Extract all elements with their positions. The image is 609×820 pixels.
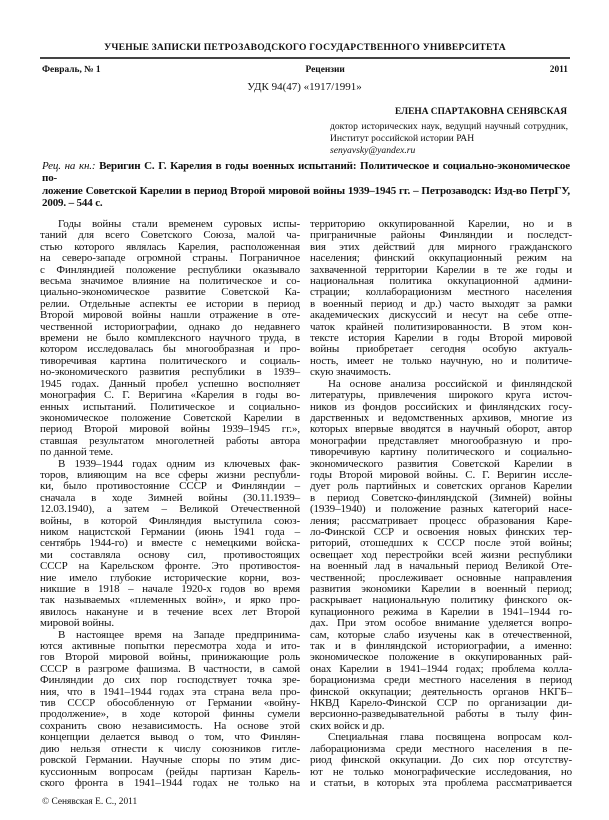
text-line: на военный лад в начальный период Великой Оте- (310, 560, 572, 573)
text-line: ность, имеет не только научную, но и политиче- (310, 354, 572, 367)
text-line: ния, что в 1941–1944 годах эта страна вела про- (40, 685, 300, 698)
text-line: тексте история Карелии в годы Второй мировой (310, 332, 572, 345)
text-line: В настоящее время на Западе предпринима- (58, 628, 300, 641)
text-line: НКВД Карело-Финской ССР по организации ди- (310, 697, 572, 710)
text-line: раскрывает национальную политику финского ок- (310, 594, 572, 607)
text-line: которых впервые вводятся в научный оборот, автор (310, 423, 572, 436)
text-line: скую значимость. (310, 366, 391, 379)
copyright: © Сенявская Е. С., 2011 (42, 797, 138, 807)
text-line: на северо-западе огромной страны. Пограничное (40, 252, 300, 265)
text-line: но-экономического развития республики в 1939– (40, 366, 300, 379)
author-affiliation (330, 121, 568, 157)
text-line: академических дискуссий и несут на себе отпе- (310, 309, 572, 322)
text-line: риод финской оккупации. До сих пор отсутству- (310, 754, 572, 767)
text-line: так и в финляндской историографии, а именно: (310, 640, 572, 653)
text-line: вия этих действий для мирного гражданского (310, 240, 572, 253)
text-line: ских войск и др. (310, 719, 385, 732)
text-line: ником нацистской Германии (июнь 1941 года – (40, 525, 300, 538)
journal-title: УЧЕНЫЕ ЗАПИСКИ ПЕТРОЗАВОДСКОГО ГОСУДАРСТВЕННОГО УНИВЕРСИТЕТА (104, 42, 506, 53)
text-line: дию нельзя отнести к числу союзников гитле- (40, 742, 300, 755)
text-line: захваченной территории Карелии в те же годы и (310, 263, 572, 276)
text-line: купационного режима в Карелии в 1941–1944 го- (310, 605, 572, 618)
text-line: войны, в которой Финляндия выступила союз- (40, 514, 300, 527)
text-line: 12.03.1940), а затем – Великой Отечественной (40, 503, 300, 516)
paragraph (310, 219, 572, 379)
text-line: сначала в ходе Зимней войны (30.11.1939– (40, 491, 300, 504)
text-line: времени не было комплексного научного труда, в (40, 332, 300, 345)
text-line: циально-экономическое развитие Советской Ка- (40, 286, 300, 299)
text-line: населения; финский оккупационный режим на (310, 252, 572, 265)
paragraph (40, 630, 300, 790)
text-line: гов Второй мировой войны, принижающие роль (40, 651, 300, 664)
author-degree: доктор исторических наук, ведущий научный сотрудник, (330, 121, 568, 132)
text-line: ют не только монографические исследования, но (310, 765, 572, 778)
text-line: концепции делается вывод о том, что Финлян- (40, 731, 300, 744)
text-line: тиворечивая картина политического и социаль- (40, 354, 300, 367)
text-line: монография С. Г. Веригина «Карелия в годы во- (40, 389, 300, 402)
text-line: релии. Отдельные аспекты ее истории в период (40, 297, 300, 310)
text-line: ников из фондов российских и финляндских госу- (310, 400, 572, 413)
text-line: дах. При этом особое внимание уделяется вопро- (310, 617, 572, 630)
text-line: СССР на Карельском фронте. Это противостоя- (40, 560, 300, 573)
udk-code: УДК 94(47) «1917/1991» (247, 81, 362, 93)
text-line: дует роль партийных и советских органов Карелии (310, 480, 572, 493)
text-line: дарственных и ведомственных архивов, многие из (310, 411, 572, 424)
text-line: страции; коллаборационизм местного населения (310, 286, 572, 299)
text-line: период Второй мировой войны 1939–1945 гг.», (40, 423, 300, 436)
text-line: (1939–1940) и положение разных категорий насе- (310, 503, 572, 516)
text-line: годы Второй мировой войны. С. Г. Веригин иссле- (310, 468, 572, 481)
text-line: чаток крайней политизированности. В этом кон- (310, 320, 572, 333)
author-institute: Институт российской истории РАН (330, 133, 475, 144)
text-line: сам, которые слабо изучены как в отечественной, (310, 628, 572, 641)
book-citation-2: ложение Советской Карелии в период Второй мировой войны 1939–1945 гг. – Петрозаводск: Изд-во ПетрГУ, (42, 184, 570, 197)
year-label: 2011 (549, 65, 568, 75)
text-line: торов, влияющим на все сферы жизни республи- (40, 468, 300, 481)
text-line: Специальная глава посвящена вопросам кол- (328, 731, 572, 744)
text-line: чественной историографии, однако до недавнего (40, 320, 300, 333)
text-line: литературы, привлечения широкого круга источ- (310, 389, 572, 402)
text-line: сентябрь 1944-го) и вместе с немецкими войска- (40, 537, 300, 550)
text-line: продолжение», в ходе которой финны сумели (40, 708, 300, 721)
paragraph (310, 379, 572, 733)
text-line: мировой войны. (40, 617, 114, 630)
text-line: 1945 годах. Данный пробел успешно восполняет (40, 377, 300, 390)
reviewed-book (42, 160, 570, 209)
text-line: ние имело глубокие исторические корни, воз- (40, 571, 300, 584)
text-line: финской оккупации; деятельность органов НКГБ– (310, 685, 572, 698)
text-line: стью которого являлась Карелия, расположенная (40, 240, 300, 253)
book-citation-1: Веригин С. Г. Карелия в годы военных испытаний: Политическое и социально-экономическое по- (42, 160, 570, 185)
text-line: с Финляндией положение республики оказывало (40, 263, 300, 276)
text-line: по данной теме. (40, 446, 114, 459)
text-line: Финляндии до сих пор господствует точка зре- (40, 674, 300, 687)
text-line: чественной; прослеживает основные направления (310, 571, 572, 584)
author-email[interactable]: senyavsky@yandex.ru (330, 145, 416, 156)
text-line: ставшая результатом многолетней работы автора (40, 434, 300, 447)
text-line: национальная политика оккупационной админи- (310, 275, 572, 288)
text-line: ки, было противостояние СССР и Финляндии – (40, 480, 300, 493)
text-line: ми составляла основу сил, противостоящих (40, 548, 300, 561)
right-column (310, 219, 572, 789)
text-line: так называемых «племенных войн», и ярко про- (40, 594, 300, 607)
text-line: экономического развития Советской Карелии в (310, 457, 572, 470)
text-line: ления; рассматривает процесс образования Каре- (310, 514, 572, 527)
left-column (40, 219, 300, 789)
text-line: в период Советско-финляндской (Зимней) войны (310, 491, 572, 504)
text-line: экономическое положение в оккупированных рай- (310, 651, 572, 664)
text-line: Годы войны стали временем суровых испы- (58, 218, 300, 230)
text-line: борационизма среди местного населения в период (310, 674, 572, 687)
text-line: войны приобретает сегодня особую актуаль- (310, 343, 572, 356)
text-line: енных испытаний. Политическое и социально- (40, 400, 300, 413)
issue-label: Февраль, № 1 (42, 65, 101, 75)
text-line: приграничные районы Финляндии и последст- (310, 229, 572, 242)
text-line: тиворечивую картину политического и социально- (310, 446, 572, 459)
text-line: территорию оккупированной Карелии, но и в (310, 218, 572, 230)
text-line: риторий, отошедших к СССР после этой войны; (310, 537, 572, 550)
paragraph (40, 219, 300, 459)
text-line: никшие в 1918 – начале 1920-х годов во время (40, 583, 300, 595)
book-citation-3: 2009. – 544 с. (42, 196, 103, 209)
section-label: Рецензии (305, 65, 345, 75)
text-line: СССР в разгроме фашизма. В частности, в самой (40, 662, 300, 675)
text-line: тив СССР обособленную от Германии «войну- (40, 697, 300, 710)
text-line: сохранить свою независимость. На основе этой (40, 719, 300, 732)
text-line: ровской Германии. Научные споры по этим дис- (40, 754, 300, 767)
paragraph (40, 459, 300, 630)
text-line: в военный период и др.) часто выходят за рамки (310, 297, 572, 310)
text-line: освещает ход перестройки всей жизни республики (310, 548, 572, 561)
text-line: развития экономики Карелии в военный период; (310, 583, 572, 595)
text-line: куссионным вопросам (рейды партизан Карель- (40, 765, 300, 778)
text-line: Второй мировой войны нашли отражение в оте- (40, 309, 300, 322)
text-line: онах Карелии в 1941–1944 годах; проблема колла- (310, 662, 572, 675)
header-rule (40, 57, 570, 59)
text-line: ского фронта в 1941–1944 годах не только на (40, 776, 300, 789)
text-line: ются активные попытки пересмотра хода и ито- (40, 640, 300, 653)
text-line: весьма значимое влияние на политическое и со- (40, 275, 300, 288)
text-line: таний для всего Советского Союза, малой ча- (40, 229, 300, 242)
text-line: ло-Финской ССР и освоения новых финских тер- (310, 525, 572, 538)
text-line: лаборационизма среди местного населения в пе- (310, 742, 572, 755)
text-line: и статьи, в которых эта проблема рассматривается (310, 776, 572, 789)
text-line: На основе анализа российской и финляндской (328, 377, 572, 390)
text-line: котором исследовалась бы многообразная и про- (40, 343, 300, 356)
author-name: ЕЛЕНА СПАРТАКОВНА СЕНЯВСКАЯ (395, 107, 567, 117)
text-line: экономическое положение Советской Карелии в (40, 411, 300, 424)
paragraph (310, 732, 572, 789)
review-prefix: Рец. на кн.: (42, 160, 96, 172)
text-line: В 1939–1944 годах одним из ключевых фак- (58, 457, 300, 470)
issue-meta (42, 65, 568, 75)
text-line: монографии представляет многообразную и про- (310, 434, 572, 447)
text-line: версионно-разведывательной работы в тылу фин- (310, 708, 572, 721)
text-line: явилось накануне и в течение всех лет Второй (40, 605, 300, 618)
